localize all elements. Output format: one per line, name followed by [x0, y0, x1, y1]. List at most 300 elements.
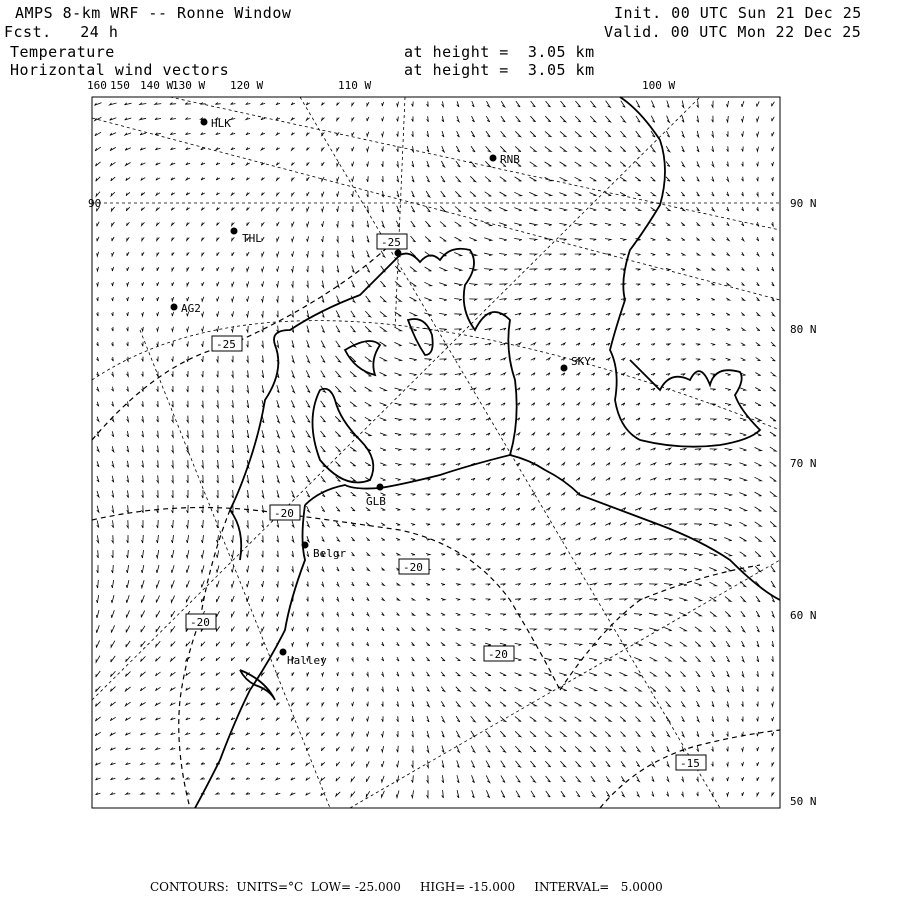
wind-vector [501, 746, 506, 752]
wind-vector [277, 192, 280, 195]
coast-ronne-west [230, 510, 241, 560]
wind-vector [619, 643, 627, 646]
wind-vector [440, 206, 445, 211]
wind-vector [771, 372, 776, 376]
wind-vector [516, 358, 521, 361]
wind-vector [605, 239, 611, 241]
wind-vector [217, 371, 218, 378]
wind-vector [530, 162, 537, 166]
wind-vector [544, 208, 551, 211]
wind-vector [439, 298, 447, 301]
wind-vector [651, 269, 655, 271]
wind-vector [619, 599, 627, 601]
wind-vector [155, 103, 161, 105]
wind-vector [486, 403, 491, 405]
wind-vector [232, 430, 234, 438]
wind-vector [366, 552, 369, 555]
wind-vector [170, 118, 176, 120]
wind-vector [544, 223, 551, 225]
wind-vector [770, 417, 776, 421]
wind-vector [246, 718, 250, 721]
wind-vector [395, 463, 401, 465]
wind-vector [560, 298, 565, 300]
wind-vector [650, 478, 656, 480]
wind-vector [725, 419, 731, 421]
wind-vector [710, 389, 715, 391]
wind-vector [546, 101, 551, 107]
wind-vector [440, 237, 447, 241]
wind-vector [469, 314, 476, 316]
wind-vector [501, 101, 505, 107]
wind-vector [125, 733, 130, 735]
wind-vector [591, 433, 594, 436]
wind-vector [726, 358, 731, 360]
wind-vector [157, 401, 159, 407]
wind-vector [651, 329, 655, 331]
wind-vector [232, 371, 234, 378]
wind-vector [530, 731, 536, 736]
wind-vector [636, 731, 641, 736]
wind-vector [352, 567, 355, 571]
wind-vector [380, 312, 386, 317]
wind-vector [157, 475, 159, 482]
wind-vector [126, 565, 128, 573]
wind-vector [425, 221, 430, 227]
wind-vector [561, 403, 564, 406]
wind-vector [711, 656, 715, 662]
wind-vector [559, 644, 566, 646]
wind-vector [742, 116, 744, 122]
wind-vector [366, 296, 371, 302]
wind-vector [246, 793, 250, 795]
wind-vector [157, 460, 159, 467]
wind-vector [531, 508, 535, 511]
wind-vector [382, 702, 384, 707]
wind-vector [576, 478, 580, 481]
wind-vector [126, 748, 131, 750]
wind-vector [485, 643, 491, 645]
wind-vector [697, 177, 700, 182]
wind-vector [292, 148, 295, 151]
wind-vector [427, 746, 429, 753]
wind-vector [454, 329, 461, 331]
wind-vector [530, 658, 537, 660]
wind-vector [171, 672, 176, 676]
wind-vector [232, 490, 234, 498]
wind-vector [96, 177, 100, 181]
wind-vector [606, 776, 610, 781]
wind-vector [380, 372, 387, 375]
wind-vector [216, 596, 219, 602]
wind-vector [711, 283, 714, 285]
wind-vector [322, 118, 325, 121]
wind-vector [127, 446, 129, 452]
wind-vector [382, 746, 384, 752]
wind-vector [276, 103, 280, 105]
wind-vector [186, 703, 191, 705]
wind-vector [247, 475, 249, 483]
wind-vector [709, 538, 717, 541]
wind-vector [619, 672, 626, 676]
wind-vector [261, 793, 265, 795]
wind-vector [651, 388, 655, 390]
wind-vector [381, 508, 386, 510]
wind-vector [651, 284, 655, 286]
wind-vector [336, 341, 341, 347]
wind-vector [456, 448, 461, 450]
wind-vector [186, 550, 189, 558]
wind-vector [322, 521, 325, 526]
wind-vector [217, 297, 219, 302]
wind-vector [486, 146, 491, 152]
wind-vector [590, 568, 596, 570]
wind-vector [171, 748, 175, 750]
wind-vector [247, 520, 249, 527]
coastlines [195, 97, 780, 808]
wind-vector [381, 553, 385, 556]
wind-vector [262, 311, 264, 317]
wind-vector [261, 747, 265, 749]
wind-vector [321, 416, 326, 422]
wind-vector [440, 374, 447, 376]
wind-vector [441, 176, 445, 182]
wind-vector [322, 582, 324, 587]
wind-vector [172, 475, 174, 483]
wind-vector [681, 223, 685, 226]
wind-vector [412, 716, 414, 722]
wind-vector [755, 447, 762, 450]
wind-vector [605, 553, 611, 555]
wind-vector [757, 747, 759, 751]
wind-vector [127, 312, 129, 316]
wind-vector [727, 237, 730, 240]
wind-vector [471, 418, 476, 420]
wind-vector [367, 761, 370, 766]
wind-vector [442, 746, 444, 753]
wind-vector [636, 329, 640, 331]
wind-vector [681, 192, 685, 196]
wind-vector [755, 507, 762, 511]
wind-vector [531, 433, 534, 436]
wind-vector [425, 404, 431, 406]
station-dot-glb [377, 484, 384, 491]
wind-vector [262, 612, 264, 617]
wind-vector [772, 717, 774, 721]
wind-vector [650, 687, 656, 692]
wind-vector [335, 431, 340, 436]
wind-vector [261, 718, 264, 721]
wind-vector [412, 701, 414, 706]
wind-vector [277, 566, 278, 572]
wind-vector [412, 687, 414, 692]
wind-vector [681, 389, 686, 391]
wind-vector [231, 672, 235, 675]
wind-vector [172, 223, 175, 226]
wind-vector [606, 343, 610, 345]
wind-vector [125, 103, 132, 105]
wind-vector [409, 373, 416, 375]
wind-vector [202, 490, 203, 498]
wind-vector [620, 523, 626, 526]
wind-vector [772, 267, 774, 271]
wind-vector [232, 415, 234, 423]
wind-vector [606, 478, 610, 481]
wind-vector [590, 147, 596, 152]
wind-vector [306, 416, 310, 423]
wind-vector [712, 161, 714, 166]
wind-vector [559, 208, 566, 211]
lon-label-130: 130 W [172, 79, 206, 92]
wind-vector [395, 433, 401, 435]
wind-vector [277, 430, 280, 437]
latitude-labels [88, 197, 817, 808]
wind-vector [366, 791, 369, 797]
wind-vector [261, 178, 264, 181]
wind-vector [651, 162, 656, 167]
wind-vector [141, 595, 144, 602]
wind-vector [156, 703, 161, 706]
wind-vector [561, 463, 564, 466]
wind-vector [651, 192, 656, 196]
wind-vector [277, 657, 279, 661]
wind-vector [514, 238, 522, 240]
wind-vector [247, 193, 250, 196]
wind-vector [620, 162, 626, 167]
wind-vector [216, 733, 220, 735]
wind-vector [156, 163, 161, 165]
wind-vector [425, 449, 430, 451]
wind-vector [232, 385, 234, 392]
wind-vector [352, 251, 354, 258]
wind-vector [560, 598, 567, 600]
wind-vector [442, 101, 444, 106]
wind-vector [575, 177, 582, 181]
wind-vector [439, 344, 446, 346]
wind-vector [681, 344, 685, 345]
wind-vector [516, 568, 521, 570]
wind-vector [710, 627, 716, 632]
wind-vector [651, 746, 654, 751]
wind-vector [381, 251, 385, 257]
wind-vector [397, 687, 399, 692]
wind-vector [201, 581, 204, 588]
wind-vector [97, 550, 99, 558]
wind-vector [620, 717, 626, 722]
wind-vector [367, 132, 369, 136]
wind-vector [262, 430, 264, 438]
wind-vector [455, 373, 461, 375]
wind-vector [634, 584, 642, 586]
wind-vector [589, 673, 597, 676]
wind-vector [125, 718, 130, 721]
wind-vector [694, 494, 701, 496]
wind-vector [187, 223, 190, 226]
wind-vector [217, 490, 219, 498]
wind-vector [485, 672, 491, 675]
wind-vector [664, 539, 671, 541]
wind-vector [741, 222, 743, 226]
wind-vector [727, 192, 729, 196]
wind-vector [172, 520, 174, 528]
wind-vector [694, 553, 702, 555]
wind-vector [606, 448, 610, 451]
wind-vector [202, 326, 204, 331]
init-time: Init. 00 UTC Sun 21 Dec 25 [614, 4, 862, 22]
wind-vector [367, 657, 369, 661]
wind-vector [127, 357, 129, 361]
wind-vector [337, 117, 340, 120]
wind-vector [307, 177, 309, 181]
wind-vector [606, 101, 611, 107]
wind-vector [262, 490, 264, 498]
wind-vector [712, 716, 714, 721]
wind-vector [666, 433, 671, 435]
wind-vector [757, 762, 759, 766]
wind-vector [306, 778, 310, 781]
wind-vector [382, 642, 384, 646]
wind-vector [307, 521, 310, 527]
wind-vector [322, 687, 324, 691]
wind-vector [486, 131, 490, 137]
wind-vector [457, 746, 460, 753]
wind-vector [322, 702, 324, 706]
wind-vector [157, 237, 160, 240]
wind-vector [232, 596, 235, 602]
wind-vector [575, 223, 582, 225]
wind-vector [382, 117, 384, 122]
wind-vector [605, 702, 612, 706]
wind-vector [712, 101, 714, 108]
wind-vector [352, 747, 355, 752]
wind-vector [337, 717, 339, 721]
wind-vector [619, 614, 627, 616]
wind-vector [142, 282, 144, 286]
wind-vector [411, 479, 416, 481]
wind-vector [667, 746, 670, 751]
wind-vector [727, 116, 729, 122]
station-dot-ag2 [171, 304, 178, 311]
wind-vector [606, 299, 611, 301]
wind-vector [591, 448, 594, 451]
wind-vector [770, 447, 776, 451]
wind-vector [546, 403, 549, 406]
wind-vector [561, 538, 566, 540]
wind-vector [500, 702, 506, 706]
wind-vector [742, 656, 744, 662]
wind-vector [740, 418, 746, 421]
wind-vector [515, 584, 520, 586]
wind-vector [382, 176, 384, 182]
wind-vector [515, 746, 520, 752]
wind-vector [232, 237, 235, 240]
wind-vector [336, 507, 340, 512]
wind-vector [247, 282, 249, 287]
wind-vector [394, 358, 401, 361]
wind-vector [112, 342, 114, 346]
wind-vector [545, 269, 552, 271]
wind-vector [740, 403, 746, 406]
wind-vector [591, 403, 594, 406]
wind-vector [186, 565, 189, 572]
wind-vector [561, 508, 565, 511]
wind-vector [112, 222, 115, 226]
wind-vector [711, 359, 716, 361]
wind-vector [727, 701, 729, 706]
wind-vector [292, 266, 294, 272]
wind-vector [531, 493, 534, 496]
wind-vector [441, 628, 445, 630]
wind-vector [442, 116, 444, 122]
wind-vector [111, 687, 116, 692]
contour-label-7: -15 [680, 757, 700, 770]
wind-vector [172, 282, 174, 286]
wind-vector [471, 146, 475, 152]
wind-vector [292, 296, 294, 303]
wind-vector [652, 792, 654, 797]
wind-vector [589, 687, 596, 691]
wind-vector [307, 733, 310, 736]
coast-peninsula-east [510, 455, 780, 600]
wind-vector [277, 460, 280, 467]
wind-vector [112, 312, 114, 316]
wind-vector [216, 566, 219, 573]
wind-vector [367, 687, 368, 692]
wind-vector [666, 284, 670, 286]
wind-vector [277, 178, 280, 181]
wind-vector [397, 102, 399, 107]
wind-vector [141, 656, 146, 661]
wind-vector [560, 702, 567, 706]
wind-vector [262, 385, 264, 392]
wind-vector [724, 463, 731, 465]
wind-vector [292, 703, 295, 706]
wind-vector [112, 550, 113, 558]
wind-vector [111, 207, 114, 211]
wind-vector [142, 237, 144, 240]
wind-vector [172, 342, 174, 347]
wind-vector [679, 524, 686, 526]
contour-label-6: -20 [488, 648, 508, 661]
wind-vector [727, 792, 729, 796]
wind-vector [681, 701, 685, 706]
wind-vector [410, 389, 417, 391]
wind-vector [156, 178, 160, 181]
wind-vector [742, 777, 744, 781]
wind-vector [246, 732, 250, 734]
wind-vector [561, 493, 565, 496]
wind-vector [757, 282, 760, 285]
wind-vector [440, 419, 446, 421]
wind-vector [322, 103, 325, 106]
wind-vector [126, 656, 131, 662]
wind-vector [171, 718, 176, 720]
wind-vector [636, 403, 640, 406]
wind-vector [531, 553, 536, 555]
wind-vector [575, 746, 581, 751]
wind-vector [772, 641, 774, 647]
wind-vector [652, 761, 655, 766]
wind-vector [202, 475, 204, 483]
wind-vector [546, 328, 551, 330]
wind-vector [110, 147, 116, 150]
wind-vector [142, 416, 144, 422]
wind-vector [335, 371, 340, 377]
wind-vector [501, 493, 505, 496]
wind-vector [201, 688, 205, 691]
wind-vector [125, 148, 131, 151]
wind-vector [456, 479, 460, 481]
wind-vector [201, 733, 205, 735]
